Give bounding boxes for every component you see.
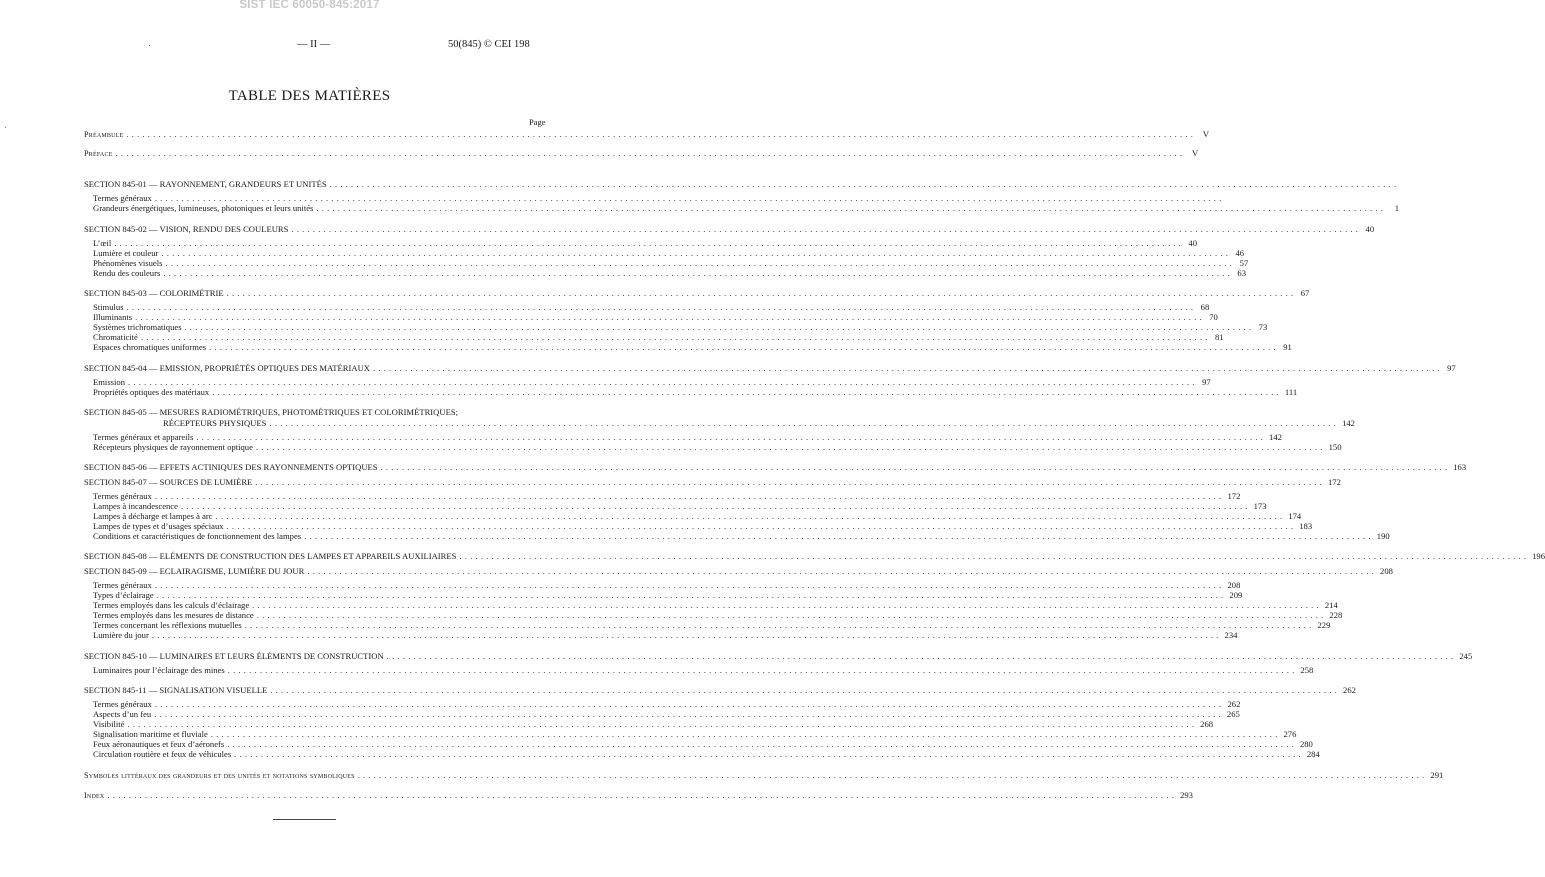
toc-entry-preface: Préface ........................................................................................................................................................................................................ V	[84, 148, 1199, 158]
toc-entry-page: 291	[1430, 770, 1444, 780]
toc-subentry-label: Termes employés dans les calculs d’éclairage	[93, 600, 250, 610]
toc-section-845-11: SECTION 845-11 — SIGNALISATION VISUELLE ........................................................................................................................................................................................................ 262	[84, 685, 1356, 695]
toc-subentry-page: 229	[1317, 620, 1331, 630]
toc-subentry-label: Termes généraux	[93, 491, 152, 501]
toc-subentry-label: Lampes à incandescence	[93, 501, 178, 511]
toc-subentry-page: 142	[1269, 432, 1282, 442]
toc-subentry-label: Termes généraux et appareils	[93, 432, 194, 442]
toc-subentry-label: Termes généraux	[93, 580, 152, 590]
toc-subentry-page: 209	[1229, 590, 1243, 600]
toc-subentry: Luminaires pour l’éclairage des mines ........................................................................................................................................................................................................ 258	[93, 665, 1314, 675]
scan-speck	[5, 127, 6, 128]
toc-subentry: L’œil ........................................................................................................................................................................................................ 40	[93, 238, 1197, 248]
toc-subentry-page: 234	[1224, 630, 1238, 640]
toc-subentry-label: Types d’éclairage	[93, 590, 154, 600]
toc-subentry-page: 214	[1324, 600, 1338, 610]
toc-subentry: Lampes à décharge et lampes à arc ........................................................................................................................................................................................................ 174	[93, 511, 1302, 521]
toc-subentry-label: Espaces chromatiques uniformes	[93, 342, 207, 352]
toc-subentry-label: Circulation routière et feux de véhicules	[93, 749, 232, 759]
toc-section-page: 163	[1453, 462, 1467, 472]
toc-subentry: Circulation routière et feux de véhicules ........................................................................................................................................................................................................ 284	[93, 749, 1320, 759]
toc-subentry-page: 150	[1328, 442, 1342, 452]
toc-subentry-label: Rendu des couleurs	[93, 268, 161, 278]
toc-entry-symboles: Symboles littéraux des grandeurs et des unités et notations symboliques ........................................................................................................................................................................................................ 291	[84, 770, 1444, 780]
toc-subentry: Feux aéronautiques et feux d’aéronefs ........................................................................................................................................................................................................ 280	[93, 739, 1313, 749]
toc-subentry-label: Récepteurs physiques de rayonnement optique	[93, 442, 253, 452]
toc-subentry-page: 70	[1209, 312, 1218, 322]
toc-subentry-label: Lumière du jour	[93, 630, 149, 640]
page-number: — II —	[297, 39, 331, 50]
toc-section-label-continuation: RÉCEPTEURS PHYSIQUES	[163, 418, 267, 428]
toc-section-page: 245	[1459, 651, 1473, 661]
toc-entry-page: V	[1202, 129, 1210, 139]
toc-subentry-page: 57	[1239, 258, 1249, 268]
toc-section-label: SECTION 845-04 — EMISSION, PROPRIÉTÉS OPTIQUES DES MATÉRIAUX	[84, 363, 370, 373]
toc-subentry-page: 262	[1227, 699, 1241, 709]
document-reference: 50(845) © CEI 198	[448, 39, 530, 50]
toc-subentry-label: Phénomènes visuels	[93, 258, 163, 268]
toc-subentry: Chromaticité ........................................................................................................................................................................................................ 81	[93, 332, 1224, 342]
toc-subentry-page: 40	[1188, 238, 1197, 248]
toc-subentry: Termes généraux et appareils ........................................................................................................................................................................................................ 142	[93, 432, 1282, 442]
toc-entry-label: Préambule	[84, 130, 124, 139]
toc-subentry-label: Lampes de types et d’usages spéciaux	[93, 521, 224, 531]
toc-subentry-page: 280	[1299, 739, 1313, 749]
toc-subentry: Termes employés dans les calculs d’éclairage ........................................................................................................................................................................................................ 214	[93, 600, 1338, 610]
toc-subentry: Termes généraux ........................................................................................................................................................................................................ 262	[93, 699, 1241, 709]
toc-subentry-page: 276	[1283, 729, 1297, 739]
toc-section-845-05-continuation: RÉCEPTEURS PHYSIQUES ........................................................................................................................................................................................................ 142	[163, 418, 1355, 428]
toc-subentry-label: Termes employés dans les mesures de distance	[93, 610, 254, 620]
toc-subentry-page: 190	[1376, 531, 1390, 541]
toc-subentry: Systèmes trichromatiques ........................................................................................................................................................................................................ 73	[93, 322, 1268, 332]
toc-subentry: Lampes de types et d’usages spéciaux ........................................................................................................................................................................................................ 183	[93, 521, 1313, 531]
toc-subentry: Phénomènes visuels ........................................................................................................................................................................................................ 57	[93, 258, 1249, 268]
toc-subentry: Termes généraux ........................................................................................................................................................................................................	[93, 193, 1225, 203]
toc-section-page: 67	[1300, 288, 1310, 298]
toc-subentry-label: Stimulus	[93, 302, 124, 312]
toc-subentry-page: 91	[1283, 342, 1292, 352]
toc-subentry: Conditions et caractéristiques de fonctionnement des lampes ........................................................................................................................................................................................................ 190	[93, 531, 1390, 541]
toc-subentry-label: Conditions et caractéristiques de fonctionnement des lampes	[93, 531, 302, 541]
toc-subentry-page: 284	[1306, 749, 1320, 759]
toc-section-845-04: SECTION 845-04 — EMISSION, PROPRIÉTÉS OPTIQUES DES MATÉRIAUX ........................................................................................................................................................................................................ 97	[84, 363, 1456, 373]
toc-subentry: Signalisation maritime et fluviale ........................................................................................................................................................................................................ 276	[93, 729, 1297, 739]
toc-subentry: Lampes à incandescence ........................................................................................................................................................................................................ 173	[93, 501, 1267, 511]
toc-subentry: Emission ........................................................................................................................................................................................................ 97	[93, 377, 1211, 387]
toc-subentry: Récepteurs physiques de rayonnement optique ........................................................................................................................................................................................................ 150	[93, 442, 1342, 452]
toc-subentry-page: 174	[1288, 511, 1302, 521]
end-rule	[273, 819, 336, 820]
toc-title: TABLE DES MATIÈRES	[228, 88, 391, 104]
toc-subentry-label: Chromaticité	[93, 332, 138, 342]
toc-subentry-label: Lampes à décharge et lampes à arc	[93, 511, 213, 521]
toc-subentry: Illuminants ........................................................................................................................................................................................................ 70	[93, 312, 1218, 322]
toc-section-label: SECTION 845-01 — RAYONNEMENT, GRANDEURS ET UNITÉS	[84, 179, 327, 189]
toc-section-page: 142	[1342, 418, 1355, 428]
toc-section-845-10: SECTION 845-10 — LUMINAIRES ET LEURS ÉLÉMENTS DE CONSTRUCTION ........................................................................................................................................................................................................ 245	[84, 651, 1473, 661]
toc-section-845-02: SECTION 845-02 — VISION, RENDU DES COULEURS ........................................................................................................................................................................................................ 40	[84, 224, 1375, 234]
toc-subentry-page: 208	[1227, 580, 1241, 590]
toc-entry-page: V	[1191, 148, 1199, 158]
toc-section-label: SECTION 845-05 — MESURES RADIOMÉTRIQUES, PHOTOMÉTRIQUES ET COLORIMÉTRIQUES;	[84, 407, 458, 417]
toc-entry-label: Index	[84, 791, 105, 800]
toc-section-page: 97	[1447, 363, 1456, 373]
toc-subentry-label: Grandeurs énergétiques, lumineuses, photoniques et leurs unités	[93, 203, 314, 213]
toc-subentry: Rendu des couleurs ........................................................................................................................................................................................................ 63	[93, 268, 1246, 278]
toc-entry-preambule: Préambule ........................................................................................................................................................................................................ V	[84, 129, 1210, 139]
toc-section-845-07: SECTION 845-07 — SOURCES DE LUMIÈRE ........................................................................................................................................................................................................ 172	[84, 477, 1341, 487]
toc-subentry: Stimulus ........................................................................................................................................................................................................ 68	[93, 302, 1210, 312]
watermark: SIST IEC 60050-845:2017	[239, 0, 380, 11]
toc-subentry-label: Illuminants	[93, 312, 133, 322]
toc-subentry-label: Lumière et couleur	[93, 248, 159, 258]
toc-section-845-05	[84, 407, 548, 417]
toc-subentry-label: Luminaires pour l’éclairage des mines	[93, 665, 225, 675]
toc-subentry-label: Termes concernant les réflexions mutuelles	[93, 620, 242, 630]
toc-subentry-page: 172	[1227, 491, 1241, 501]
toc-subentry: Lumière et couleur ........................................................................................................................................................................................................ 46	[93, 248, 1245, 258]
toc-subentry-label: Systèmes trichromatiques	[93, 322, 182, 332]
toc-subentry-page: 63	[1237, 268, 1246, 278]
toc-subentry-label: Signalisation maritime et fluviale	[93, 729, 208, 739]
toc-entry-page: 293	[1180, 790, 1193, 800]
toc-subentry-label: Emission	[93, 377, 125, 387]
toc-subentry: Espaces chromatiques uniformes ........................................................................................................................................................................................................ 91	[93, 342, 1292, 352]
toc-subentry-page: 228	[1329, 610, 1343, 620]
toc-subentry-page: 111	[1284, 387, 1298, 397]
toc-section-label: SECTION 845-06 — EFFETS ACTINIQUES DES RAYONNEMENTS OPTIQUES	[84, 462, 378, 472]
toc-section-label: SECTION 845-11 — SIGNALISATION VISUELLE	[84, 685, 268, 695]
toc-subentry: Aspects d’un feu ........................................................................................................................................................................................................ 265	[93, 709, 1240, 719]
toc-section-label: SECTION 845-10 — LUMINAIRES ET LEURS ÉLÉMENTS DE CONSTRUCTION	[84, 651, 384, 661]
toc-subentry-page: 73	[1258, 322, 1268, 332]
toc-subentry-page: 173	[1253, 501, 1267, 511]
toc-entry-label: Symboles littéraux des grandeurs et des unités et notations symboliques	[84, 771, 355, 780]
toc-subentry-label: Termes généraux	[93, 699, 152, 709]
toc-subentry: Grandeurs énergétiques, lumineuses, photoniques et leurs unités ........................................................................................................................................................................................................ 1	[93, 203, 1400, 213]
toc-subentry-page: 265	[1226, 709, 1240, 719]
toc-section-845-03: SECTION 845-03 — COLORIMÉTRIE ........................................................................................................................................................................................................ 67	[84, 288, 1310, 298]
toc-subentry-label: Propriétés optiques des matériaux	[93, 387, 210, 397]
toc-subentry-page: 68	[1200, 302, 1210, 312]
toc-section-label: SECTION 845-09 — ECLAIRAGISME, LUMIÈRE DU JOUR	[84, 566, 305, 576]
toc-section-845-01: SECTION 845-01 — RAYONNEMENT, GRANDEURS ET UNITÉS ........................................................................................................................................................................................................	[84, 179, 1400, 189]
toc-section-845-06: SECTION 845-06 — EFFETS ACTINIQUES DES RAYONNEMENTS OPTIQUES ........................................................................................................................................................................................................ 163	[84, 462, 1467, 472]
toc-subentry-label: Aspects d’un feu	[93, 709, 152, 719]
toc-subentry: Visibilité ........................................................................................................................................................................................................ 268	[93, 719, 1214, 729]
toc-subentry: Lumière du jour ........................................................................................................................................................................................................ 234	[93, 630, 1238, 640]
toc-section-page: 208	[1380, 566, 1393, 576]
toc-section-label: SECTION 845-02 — VISION, RENDU DES COULEURS	[84, 224, 289, 234]
toc-section-page: 196	[1532, 551, 1545, 561]
toc-section-label: SECTION 845-08 — ELÉMENTS DE CONSTRUCTION DES LAMPES ET APPAREILS AUXILIAIRES	[84, 551, 457, 561]
toc-entry-index: Index ........................................................................................................................................................................................................ 293	[84, 790, 1193, 800]
toc-subentry: Termes généraux ........................................................................................................................................................................................................ 172	[93, 491, 1241, 501]
toc-subentry-label: Feux aéronautiques et feux d’aéronefs	[93, 739, 225, 749]
toc-section-page: 40	[1365, 224, 1375, 234]
toc-subentry: Termes employés dans les mesures de distance ........................................................................................................................................................................................................ 228	[93, 610, 1343, 620]
toc-section-845-09: SECTION 845-09 — ECLAIRAGISME, LUMIÈRE DU JOUR ........................................................................................................................................................................................................ 208	[84, 566, 1393, 576]
toc-section-page: 262	[1343, 685, 1356, 695]
toc-subentry-page: 183	[1299, 521, 1313, 531]
toc-subentry: Termes généraux ........................................................................................................................................................................................................ 208	[93, 580, 1241, 590]
toc-subentry-page: 1	[1394, 203, 1400, 213]
toc-subentry-page: 268	[1200, 719, 1214, 729]
toc-section-845-08: SECTION 845-08 — ELÉMENTS DE CONSTRUCTION DES LAMPES ET APPAREILS AUXILIAIRES ........................................................................................................................................................................................................ 196	[84, 551, 1545, 561]
page-column-label: Page	[529, 117, 546, 127]
toc-section-page: 172	[1327, 477, 1341, 487]
toc-entry-label: Préface	[84, 149, 113, 158]
toc-section-label: SECTION 845-07 — SOURCES DE LUMIÈRE	[84, 477, 253, 487]
toc-subentry-label: Termes généraux	[93, 193, 152, 203]
toc-subentry-page: 81	[1214, 332, 1224, 342]
toc-subentry-label: L’œil	[93, 238, 112, 248]
scan-speck	[149, 45, 150, 46]
toc-subentry-page: 97	[1202, 377, 1211, 387]
toc-subentry-label: Visibilité	[93, 719, 125, 729]
toc-subentry: Propriétés optiques des matériaux ........................................................................................................................................................................................................ 111	[93, 387, 1298, 397]
toc-subentry: Termes concernant les réflexions mutuelles ........................................................................................................................................................................................................ 229	[93, 620, 1331, 630]
toc-subentry-page: 258	[1300, 665, 1314, 675]
toc-subentry: Types d’éclairage ........................................................................................................................................................................................................ 209	[93, 590, 1243, 600]
toc-section-label: SECTION 845-03 — COLORIMÉTRIE	[84, 288, 224, 298]
toc-subentry-page: 46	[1235, 248, 1245, 258]
